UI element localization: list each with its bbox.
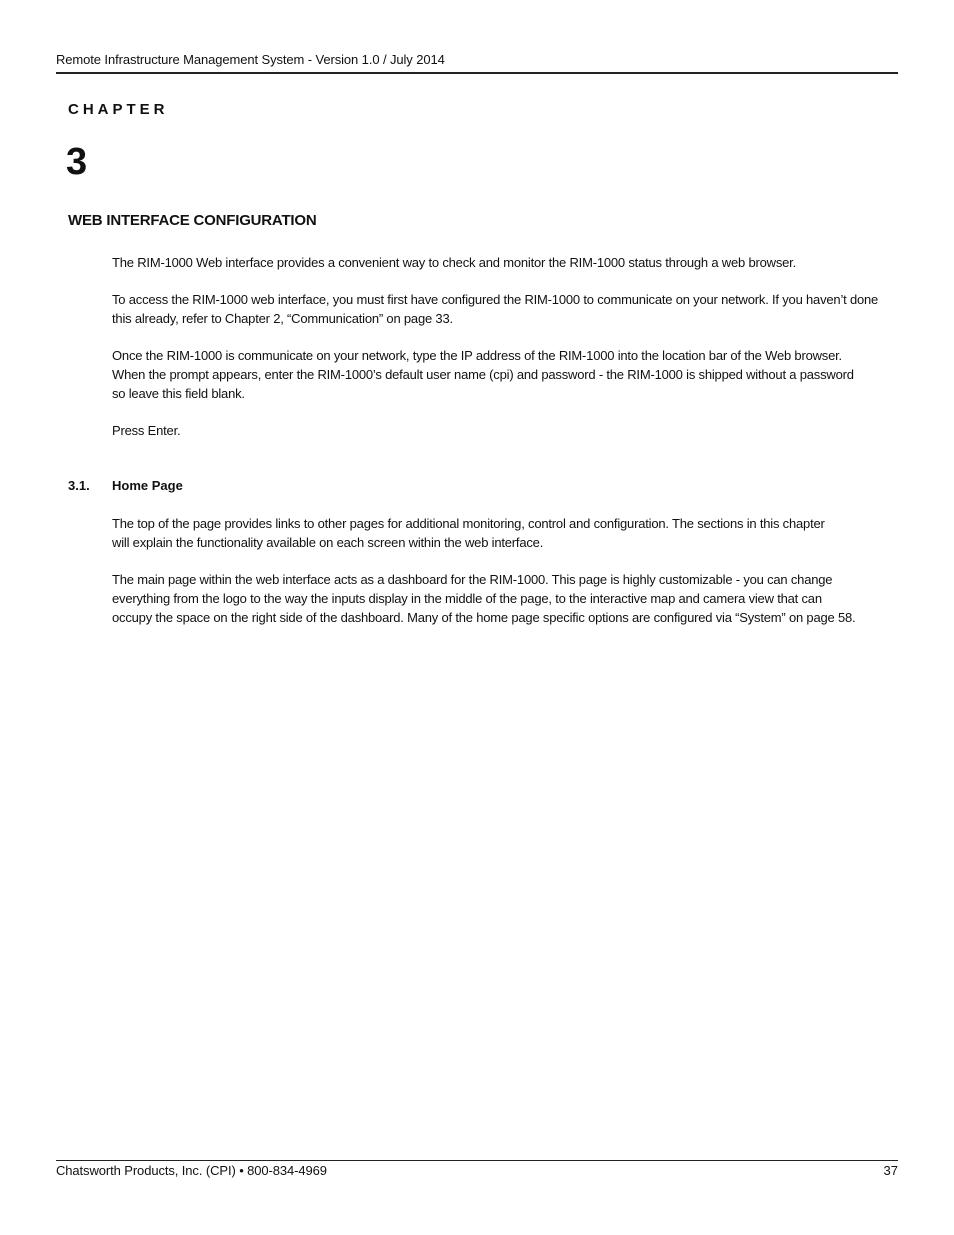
text-line: this already, refer to Chapter 2, “Communication” on page 33. (112, 311, 453, 326)
text-line: everything from the logo to the way the inputs display in the middle of the page, to the interactive map and camera view that can (112, 591, 822, 606)
text-line: Once the RIM-1000 is communicate on your network, type the IP address of the RIM-1000 into the location bar of the Web browser. (112, 348, 842, 363)
text-line: The main page within the web interface acts as a dashboard for the RIM-1000. This page is highly customizable - you can change (112, 572, 833, 587)
section-paragraph-2 (112, 570, 902, 627)
intro-paragraph-3 (112, 346, 902, 403)
text-line: will explain the functionality available on each screen within the web interface. (112, 535, 544, 550)
text-line: To access the RIM-1000 web interface, you must first have configured the RIM-1000 to communicate on your network. If you haven’t done (112, 292, 879, 307)
page-number: 37 (883, 1163, 898, 1178)
text-line: The RIM-1000 Web interface provides a convenient way to check and monitor the RIM-1000 status through a web browser. (112, 255, 796, 270)
running-header-title: Remote Infrastructure Management System - Version 1.0 / July 2014 (56, 52, 445, 67)
intro-paragraph-4 (112, 421, 902, 440)
text-line: occupy the space on the right side of the dashboard. Many of the home page specific options are configured via “System” on page 58. (112, 610, 856, 625)
page-footer (56, 1160, 898, 1179)
section-paragraph-1 (112, 514, 902, 552)
text-line: When the prompt appears, enter the RIM-1000’s default user name (cpi) and password - the RIM-1000 is shipped without a password (112, 367, 854, 382)
text-line: so leave this field blank. (112, 386, 245, 401)
text-line: The top of the page provides links to other pages for additional monitoring, control and configuration. The sections in this chapter (112, 516, 825, 531)
intro-paragraph-1 (112, 253, 902, 272)
section-number: 3.1. (68, 478, 90, 493)
chapter-number: 3 (66, 141, 88, 183)
intro-paragraph-2 (112, 290, 902, 328)
text-line: Press Enter. (112, 423, 181, 438)
footer-company-contact: Chatsworth Products, Inc. (CPI) • 800-834-4969 (56, 1163, 327, 1178)
page-header (56, 52, 898, 74)
chapter-label: CHAPTER (68, 101, 169, 118)
section-title: Home Page (112, 478, 183, 493)
chapter-title: WEB INTERFACE CONFIGURATION (68, 212, 317, 229)
